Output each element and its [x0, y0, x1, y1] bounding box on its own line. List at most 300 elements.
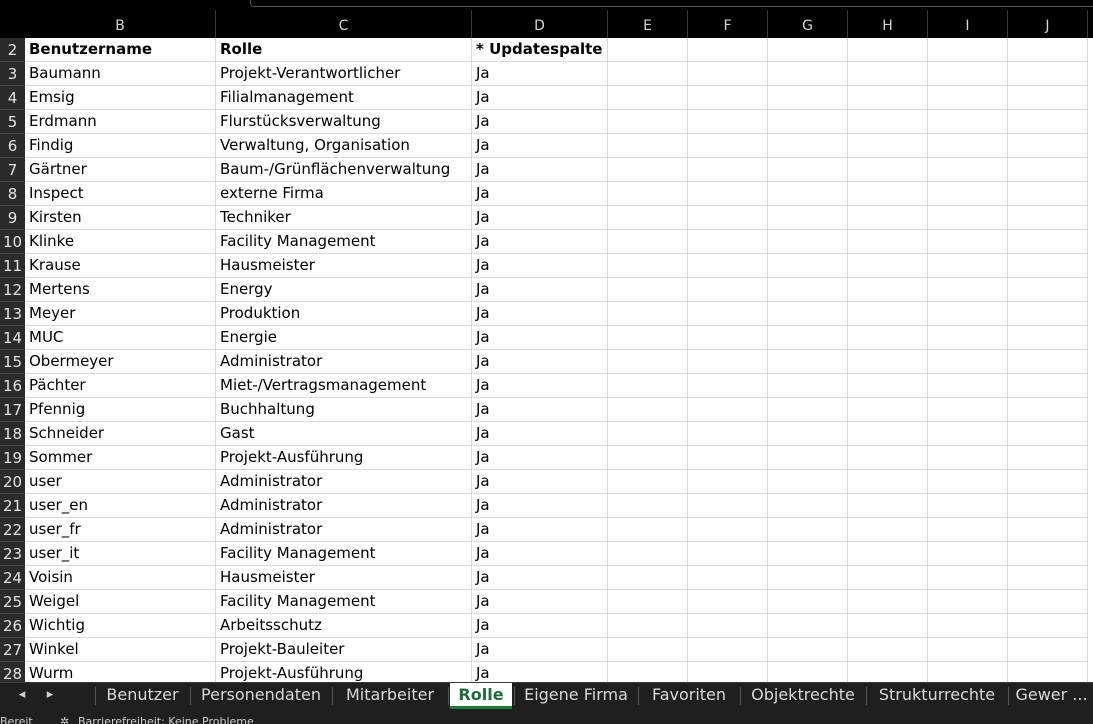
- cell-empty[interactable]: [768, 374, 848, 398]
- cell-role[interactable]: Buchhaltung: [216, 398, 472, 422]
- cell-empty[interactable]: [768, 662, 848, 682]
- cell-role[interactable]: Verwaltung, Organisation: [216, 134, 472, 158]
- cell-role[interactable]: Projekt-Verantwortlicher: [216, 62, 472, 86]
- sheet-tab-personendaten[interactable]: Personendaten: [201, 685, 321, 704]
- cell-update[interactable]: Ja: [472, 134, 608, 158]
- cell-username[interactable]: Baumann: [25, 62, 216, 86]
- cell-update[interactable]: Ja: [472, 230, 608, 254]
- cell-empty[interactable]: [928, 230, 1008, 254]
- cell-empty[interactable]: [608, 566, 688, 590]
- sheet-tab-rolle[interactable]: Rolle: [450, 683, 512, 709]
- sheet-tab-eigene-firma[interactable]: Eigene Firma: [524, 685, 628, 704]
- cell-empty[interactable]: [928, 158, 1008, 182]
- row-header-2[interactable]: 2: [0, 38, 25, 62]
- cell-empty[interactable]: [848, 470, 928, 494]
- cell-update[interactable]: Ja: [472, 350, 608, 374]
- cell-empty[interactable]: [608, 230, 688, 254]
- cell-empty[interactable]: [928, 374, 1008, 398]
- cell-empty[interactable]: [928, 110, 1008, 134]
- cell-empty[interactable]: [768, 134, 848, 158]
- cell-empty[interactable]: [848, 638, 928, 662]
- cell-role[interactable]: Rolle: [216, 38, 472, 62]
- cell-role[interactable]: Hausmeister: [216, 566, 472, 590]
- cell-empty[interactable]: [608, 38, 688, 62]
- cell-empty[interactable]: [928, 86, 1008, 110]
- cell-empty[interactable]: [608, 542, 688, 566]
- cell-empty[interactable]: [768, 398, 848, 422]
- cell-empty[interactable]: [848, 446, 928, 470]
- row-header-6[interactable]: 6: [0, 134, 25, 158]
- cell-empty[interactable]: [848, 158, 928, 182]
- column-header-d[interactable]: D: [472, 10, 608, 38]
- cell-role[interactable]: Energy: [216, 278, 472, 302]
- cell-empty[interactable]: [768, 446, 848, 470]
- cell-empty[interactable]: [688, 182, 768, 206]
- row-header-27[interactable]: 27: [0, 638, 25, 662]
- accessibility-icon[interactable]: ✲: [60, 715, 70, 724]
- cell-empty[interactable]: [1008, 566, 1088, 590]
- cell-empty[interactable]: [1008, 302, 1088, 326]
- cell-empty[interactable]: [848, 542, 928, 566]
- cell-empty[interactable]: [688, 422, 768, 446]
- cell-empty[interactable]: [928, 62, 1008, 86]
- cell-update[interactable]: Ja: [472, 542, 608, 566]
- cell-empty[interactable]: [928, 614, 1008, 638]
- cell-empty[interactable]: [1008, 350, 1088, 374]
- cell-empty[interactable]: [688, 134, 768, 158]
- cell-empty[interactable]: [768, 38, 848, 62]
- cell-empty[interactable]: [1008, 518, 1088, 542]
- cell-empty[interactable]: [608, 134, 688, 158]
- cell-empty[interactable]: [1008, 326, 1088, 350]
- cell-empty[interactable]: [1008, 542, 1088, 566]
- row-header-16[interactable]: 16: [0, 374, 25, 398]
- cell-empty[interactable]: [608, 398, 688, 422]
- cell-update[interactable]: Ja: [472, 86, 608, 110]
- cell-update[interactable]: Ja: [472, 326, 608, 350]
- cell-update[interactable]: Ja: [472, 494, 608, 518]
- cell-empty[interactable]: [1008, 86, 1088, 110]
- row-header-18[interactable]: 18: [0, 422, 25, 446]
- cell-empty[interactable]: [1008, 158, 1088, 182]
- column-header-f[interactable]: F: [688, 10, 768, 38]
- cell-empty[interactable]: [928, 350, 1008, 374]
- cell-empty[interactable]: [608, 470, 688, 494]
- cell-username[interactable]: Meyer: [25, 302, 216, 326]
- table-row: [25, 494, 1093, 518]
- column-header-g[interactable]: G: [768, 10, 848, 38]
- cell-empty[interactable]: [1008, 446, 1088, 470]
- cell-empty[interactable]: [1008, 494, 1088, 518]
- cell-empty[interactable]: [608, 182, 688, 206]
- cell-empty[interactable]: [768, 230, 848, 254]
- cell-role[interactable]: Produktion: [216, 302, 472, 326]
- column-header-i[interactable]: I: [928, 10, 1008, 38]
- cell-username[interactable]: Emsig: [25, 86, 216, 110]
- cell-empty[interactable]: [688, 254, 768, 278]
- cell-update[interactable]: Ja: [472, 110, 608, 134]
- row-header-20[interactable]: 20: [0, 470, 25, 494]
- cell-empty[interactable]: [608, 662, 688, 682]
- cell-empty[interactable]: [848, 422, 928, 446]
- cell-empty[interactable]: [768, 278, 848, 302]
- cell-update[interactable]: Ja: [472, 638, 608, 662]
- cell-empty[interactable]: [848, 494, 928, 518]
- cell-empty[interactable]: [608, 374, 688, 398]
- cell-update[interactable]: Ja: [472, 374, 608, 398]
- cell-empty[interactable]: [608, 158, 688, 182]
- cell-empty[interactable]: [608, 638, 688, 662]
- cell-role[interactable]: Facility Management: [216, 590, 472, 614]
- cell-empty[interactable]: [608, 302, 688, 326]
- cell-username[interactable]: Schneider: [25, 422, 216, 446]
- cell-empty[interactable]: [768, 86, 848, 110]
- cell-empty[interactable]: [848, 518, 928, 542]
- cell-empty[interactable]: [688, 638, 768, 662]
- cell-empty[interactable]: [608, 590, 688, 614]
- cell-update[interactable]: Ja: [472, 470, 608, 494]
- cell-empty[interactable]: [608, 254, 688, 278]
- row-header-12[interactable]: 12: [0, 278, 25, 302]
- cell-empty[interactable]: [848, 302, 928, 326]
- status-bar: [0, 710, 1093, 724]
- cell-empty[interactable]: [928, 590, 1008, 614]
- cell-empty[interactable]: [848, 206, 928, 230]
- cell-empty[interactable]: [608, 326, 688, 350]
- cell-empty[interactable]: [608, 614, 688, 638]
- cell-update[interactable]: Ja: [472, 278, 608, 302]
- row-header-11[interactable]: 11: [0, 254, 25, 278]
- table-row: [25, 206, 1093, 230]
- cell-empty[interactable]: [768, 542, 848, 566]
- cell-username[interactable]: Weigel: [25, 590, 216, 614]
- cell-empty[interactable]: [928, 542, 1008, 566]
- cell-empty[interactable]: [768, 494, 848, 518]
- row-header-26[interactable]: 26: [0, 614, 25, 638]
- cell-empty[interactable]: [928, 398, 1008, 422]
- cell-role[interactable]: Energie: [216, 326, 472, 350]
- cell-empty[interactable]: [768, 206, 848, 230]
- cell-username[interactable]: Winkel: [25, 638, 216, 662]
- accessibility-status[interactable]: Barrierefreiheit: Keine Probleme: [78, 715, 254, 724]
- cell-empty[interactable]: [768, 326, 848, 350]
- cell-empty[interactable]: [1008, 182, 1088, 206]
- cell-empty[interactable]: [768, 614, 848, 638]
- cell-empty[interactable]: [608, 62, 688, 86]
- cell-username[interactable]: Klinke: [25, 230, 216, 254]
- cell-empty[interactable]: [768, 110, 848, 134]
- cell-empty[interactable]: [1008, 374, 1088, 398]
- cell-empty[interactable]: [688, 350, 768, 374]
- cell-empty[interactable]: [848, 86, 928, 110]
- cell-empty[interactable]: [1008, 422, 1088, 446]
- row-header-24[interactable]: 24: [0, 566, 25, 590]
- cell-empty[interactable]: [848, 398, 928, 422]
- tab-separator: [740, 687, 741, 705]
- cell-empty[interactable]: [768, 518, 848, 542]
- cell-role[interactable]: Administrator: [216, 518, 472, 542]
- cell-username[interactable]: Findig: [25, 134, 216, 158]
- row-header-28[interactable]: 28: [0, 662, 25, 682]
- cell-username[interactable]: Mertens: [25, 278, 216, 302]
- column-header-c[interactable]: C: [216, 10, 472, 38]
- cell-empty[interactable]: [928, 446, 1008, 470]
- cell-update[interactable]: Ja: [472, 62, 608, 86]
- cell-empty[interactable]: [768, 158, 848, 182]
- cell-update[interactable]: Ja: [472, 422, 608, 446]
- sheet-tab-objektrechte[interactable]: Objektrechte: [751, 685, 855, 704]
- row-header-21[interactable]: 21: [0, 494, 25, 518]
- row-header-23[interactable]: 23: [0, 542, 25, 566]
- cell-username[interactable]: Wichtig: [25, 614, 216, 638]
- row-header-19[interactable]: 19: [0, 446, 25, 470]
- cell-empty[interactable]: [688, 110, 768, 134]
- cell-empty[interactable]: [688, 614, 768, 638]
- cell-empty[interactable]: [928, 326, 1008, 350]
- cell-role[interactable]: Administrator: [216, 470, 472, 494]
- cell-empty[interactable]: [848, 350, 928, 374]
- cell-update[interactable]: Ja: [472, 302, 608, 326]
- cell-empty[interactable]: [848, 278, 928, 302]
- row-header-15[interactable]: 15: [0, 350, 25, 374]
- cell-role[interactable]: Flurstücksverwaltung: [216, 110, 472, 134]
- cell-empty[interactable]: [688, 662, 768, 682]
- cell-empty[interactable]: [608, 86, 688, 110]
- cell-empty[interactable]: [688, 326, 768, 350]
- next-sheet-arrow-icon[interactable]: ▸: [46, 687, 54, 702]
- cell-empty[interactable]: [848, 374, 928, 398]
- cell-empty[interactable]: [848, 182, 928, 206]
- cell-username[interactable]: Inspect: [25, 182, 216, 206]
- tab-separator: [448, 687, 449, 705]
- cell-empty[interactable]: [928, 662, 1008, 682]
- cell-username[interactable]: Kirsten: [25, 206, 216, 230]
- cell-username[interactable]: Benutzername: [25, 38, 216, 62]
- cell-role[interactable]: Arbeitsschutz: [216, 614, 472, 638]
- cell-empty[interactable]: [688, 278, 768, 302]
- cell-role[interactable]: Miet-/Vertragsmanagement: [216, 374, 472, 398]
- cell-empty[interactable]: [688, 446, 768, 470]
- cell-empty[interactable]: [1008, 62, 1088, 86]
- row-header-9[interactable]: 9: [0, 206, 25, 230]
- cell-empty[interactable]: [608, 350, 688, 374]
- table-row: [25, 62, 1093, 86]
- cell-update[interactable]: Ja: [472, 398, 608, 422]
- cell-empty[interactable]: [848, 590, 928, 614]
- cell-empty[interactable]: [1008, 590, 1088, 614]
- cell-role[interactable]: Administrator: [216, 350, 472, 374]
- cell-empty[interactable]: [848, 614, 928, 638]
- row-header-10[interactable]: 10: [0, 230, 25, 254]
- sheet-tab-favoriten[interactable]: Favoriten: [651, 685, 727, 704]
- row-header-4[interactable]: 4: [0, 86, 25, 110]
- cell-empty[interactable]: [848, 134, 928, 158]
- cell-empty[interactable]: [688, 206, 768, 230]
- row-header-14[interactable]: 14: [0, 326, 25, 350]
- cell-empty[interactable]: [768, 470, 848, 494]
- prev-sheet-arrow-icon[interactable]: ◂: [18, 687, 26, 702]
- cell-empty[interactable]: [608, 422, 688, 446]
- cell-empty[interactable]: [688, 566, 768, 590]
- cell-role[interactable]: Hausmeister: [216, 254, 472, 278]
- cell-empty[interactable]: [848, 254, 928, 278]
- cell-empty[interactable]: [1008, 398, 1088, 422]
- cell-empty[interactable]: [688, 398, 768, 422]
- cell-empty[interactable]: [688, 494, 768, 518]
- cell-username[interactable]: Obermeyer: [25, 350, 216, 374]
- cell-role[interactable]: Facility Management: [216, 230, 472, 254]
- cell-empty[interactable]: [928, 38, 1008, 62]
- cell-update[interactable]: Ja: [472, 518, 608, 542]
- cell-empty[interactable]: [1008, 230, 1088, 254]
- cell-empty[interactable]: [608, 446, 688, 470]
- cell-username[interactable]: Wurm: [25, 662, 216, 682]
- cell-empty[interactable]: [1008, 470, 1088, 494]
- cell-username[interactable]: user_en: [25, 494, 216, 518]
- cell-empty[interactable]: [928, 182, 1008, 206]
- column-header-h[interactable]: H: [848, 10, 928, 38]
- row-header-25[interactable]: 25: [0, 590, 25, 614]
- cell-empty[interactable]: [768, 302, 848, 326]
- cell-empty[interactable]: [688, 302, 768, 326]
- cell-update[interactable]: Ja: [472, 614, 608, 638]
- cell-empty[interactable]: [688, 470, 768, 494]
- cell-empty[interactable]: [768, 590, 848, 614]
- sheet-tab-gewer[interactable]: Gewer ...: [1015, 685, 1088, 704]
- cell-role[interactable]: Projekt-Ausführung: [216, 446, 472, 470]
- cell-update[interactable]: Ja: [472, 590, 608, 614]
- cell-username[interactable]: Erdmann: [25, 110, 216, 134]
- cell-empty[interactable]: [848, 38, 928, 62]
- cell-empty[interactable]: [928, 278, 1008, 302]
- cell-empty[interactable]: [928, 470, 1008, 494]
- cell-username[interactable]: Krause: [25, 254, 216, 278]
- row-header-5[interactable]: 5: [0, 110, 25, 134]
- cell-username[interactable]: MUC: [25, 326, 216, 350]
- cell-empty[interactable]: [608, 494, 688, 518]
- row-header-22[interactable]: 22: [0, 518, 25, 542]
- cell-empty[interactable]: [1008, 278, 1088, 302]
- table-row: [25, 230, 1093, 254]
- cell-empty[interactable]: [688, 518, 768, 542]
- cell-empty[interactable]: [928, 566, 1008, 590]
- cell-role[interactable]: Filialmanagement: [216, 86, 472, 110]
- cell-empty[interactable]: [848, 566, 928, 590]
- cell-empty[interactable]: [1008, 206, 1088, 230]
- row-header-17[interactable]: 17: [0, 398, 25, 422]
- cell-empty[interactable]: [688, 374, 768, 398]
- cell-username[interactable]: Sommer: [25, 446, 216, 470]
- cell-empty[interactable]: [928, 302, 1008, 326]
- cell-empty[interactable]: [848, 110, 928, 134]
- cell-username[interactable]: Pächter: [25, 374, 216, 398]
- cell-update[interactable]: Ja: [472, 254, 608, 278]
- cell-empty[interactable]: [688, 158, 768, 182]
- cell-empty[interactable]: [928, 494, 1008, 518]
- cell-empty[interactable]: [608, 206, 688, 230]
- cell-empty[interactable]: [928, 638, 1008, 662]
- cell-empty[interactable]: [688, 38, 768, 62]
- cell-username[interactable]: Voisin: [25, 566, 216, 590]
- cell-empty[interactable]: [1008, 254, 1088, 278]
- cell-update[interactable]: Ja: [472, 446, 608, 470]
- cell-empty[interactable]: [768, 62, 848, 86]
- cell-username[interactable]: user: [25, 470, 216, 494]
- cell-empty[interactable]: [768, 638, 848, 662]
- cell-empty[interactable]: [608, 518, 688, 542]
- cell-empty[interactable]: [1008, 662, 1088, 682]
- cell-empty[interactable]: [1008, 638, 1088, 662]
- cell-update[interactable]: Ja: [472, 566, 608, 590]
- cell-role[interactable]: Gast: [216, 422, 472, 446]
- sheet-tab-strukturrechte[interactable]: Strukturrechte: [878, 685, 996, 704]
- cell-empty[interactable]: [768, 350, 848, 374]
- cell-empty[interactable]: [848, 62, 928, 86]
- cell-empty[interactable]: [768, 182, 848, 206]
- cell-empty[interactable]: [1008, 38, 1088, 62]
- cell-empty[interactable]: [928, 422, 1008, 446]
- cell-update[interactable]: Ja: [472, 206, 608, 230]
- cell-role[interactable]: Administrator: [216, 494, 472, 518]
- cell-empty[interactable]: [688, 86, 768, 110]
- cell-empty[interactable]: [608, 110, 688, 134]
- cell-username[interactable]: Gärtner: [25, 158, 216, 182]
- row-header-13[interactable]: 13: [0, 302, 25, 326]
- cell-update[interactable]: * Updatespalte: [472, 38, 608, 62]
- cell-role[interactable]: Baum-/Grünflächenverwaltung: [216, 158, 472, 182]
- cell-empty[interactable]: [688, 62, 768, 86]
- cell-empty[interactable]: [848, 230, 928, 254]
- column-header-b[interactable]: B: [25, 10, 216, 38]
- row-header-8[interactable]: 8: [0, 182, 25, 206]
- row-header-3[interactable]: 3: [0, 62, 25, 86]
- cell-empty[interactable]: [928, 206, 1008, 230]
- cell-update[interactable]: Ja: [472, 158, 608, 182]
- column-header-j[interactable]: J: [1008, 10, 1088, 38]
- row-header-7[interactable]: 7: [0, 158, 25, 182]
- cell-update[interactable]: Ja: [472, 182, 608, 206]
- cell-role[interactable]: Projekt-Bauleiter: [216, 638, 472, 662]
- cell-username[interactable]: user_it: [25, 542, 216, 566]
- cell-empty[interactable]: [928, 134, 1008, 158]
- cell-empty[interactable]: [768, 254, 848, 278]
- cell-empty[interactable]: [768, 566, 848, 590]
- cell-role[interactable]: Projekt-Ausführung: [216, 662, 472, 682]
- cell-username[interactable]: Pfennig: [25, 398, 216, 422]
- cell-empty[interactable]: [848, 662, 928, 682]
- cell-empty[interactable]: [768, 422, 848, 446]
- cell-empty[interactable]: [1008, 110, 1088, 134]
- cell-empty[interactable]: [928, 254, 1008, 278]
- cell-role[interactable]: Facility Management: [216, 542, 472, 566]
- cell-empty[interactable]: [1008, 614, 1088, 638]
- cell-empty[interactable]: [1008, 134, 1088, 158]
- cell-empty[interactable]: [848, 326, 928, 350]
- cell-empty[interactable]: [688, 230, 768, 254]
- cell-empty[interactable]: [688, 542, 768, 566]
- cell-username[interactable]: user_fr: [25, 518, 216, 542]
- cell-role[interactable]: Techniker: [216, 206, 472, 230]
- cell-update[interactable]: Ja: [472, 662, 608, 682]
- cell-empty[interactable]: [608, 278, 688, 302]
- cell-empty[interactable]: [928, 518, 1008, 542]
- column-header-e[interactable]: E: [608, 10, 688, 38]
- cell-role[interactable]: externe Firma: [216, 182, 472, 206]
- table-row: [25, 302, 1093, 326]
- sheet-tab-mitarbeiter[interactable]: Mitarbeiter: [345, 685, 435, 704]
- cell-empty[interactable]: [688, 590, 768, 614]
- sheet-tab-benutzer[interactable]: Benutzer: [106, 685, 179, 704]
